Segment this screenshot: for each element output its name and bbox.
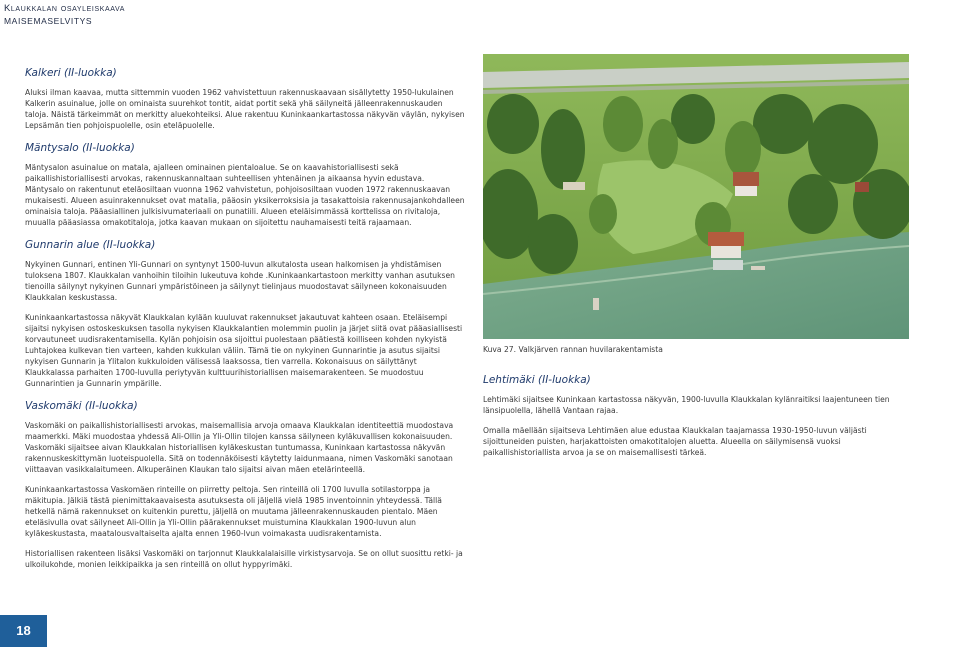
page-number-badge: 18 [0, 615, 47, 647]
header-title: Klaukkalan osayleiskaava [4, 3, 126, 14]
document-header [4, 2, 125, 28]
aerial-photo-illustration [483, 54, 909, 339]
header-subtitle: MAISEMASELVITYS [4, 16, 93, 26]
section-paragraph: Vaskomäki on paikallishistoriallisesti arvokas, maisemallisia arvoja omaava Klaukkalan identiteettiä muodostava maamerkki. Mäki muodostaa yhdessä Ali-Ollin ja Yli-Ollin tilojen kanssa säilyneen kyläkuvallisen kokonaisuuden. Vaskomäki sijaitsee aivan Klaukkalan historiallisen kyläkeskustan tuntumassa, Kuninkaan kartastossa näkyvän rakennuskeskittymän luoteispuolella. Sitä on todennäköisesti käytetty laidunmaana, nimen Vaskomäki sanotaan viittaavan vasikkalaitumeen. Alkuperäinen Klaukan talo sijaitsi aivan mäen etelärinteellä. [25, 421, 454, 474]
section-paragraph: Aluksi ilman kaavaa, mutta sittemmin vuoden 1962 vahvistettuun rakennuskaavaan sisällytetty 1950-lukulainen Kalkerin asuinalue, jolle on ominaista suurehkot tontit, aidat portit sekä yhä säilyneitä jälleenrakennuskauden taloja. Näistä tärkeimmät on merkitty aluekohteiksi. Alue rakentuu Kuninkaankartastossa näkyvän väylän, nykyisen Lepsämän tien pohjoispuolelle, osin eteläpuolelle. [25, 88, 465, 130]
section-kalkeri [25, 66, 465, 131]
section-paragraph: Kuninkaankartastossa näkyvät Klaukkalan kylään kuuluvat rakennukset jakautuvat kahteen osaan. Eteläisempi sijaitsi nykyisen ostoskeskuksen tasolla nykyisen Klaukkalantien molemmin puolin ja järjet siitä ovat pääasiallisesti korvautuneet uudisrakentamisella. Kylän pohjoisin osa sijoittui puolestaan päätiestä koilliseen kohden nykyistä Luhtajokea kulkevan tien varteen, kahden kukkulan väliin. Tämä tie on nykyinen Gunnarintie ja asutus sijaitsi nykyisen Gunnarin ja Ylitalon kukkuloiden välisessä laaksossa, tien varrella. Kokonaisuus on säilyttänyt Klaukkalassa parhaiten 1700-luvulla periytyvän kulttuurihistoriallisen maisemarakenteen. Se muodostuu Gunnarintien ja Gunnarin ympärille. [25, 313, 463, 388]
section-vaskomaki [25, 399, 465, 570]
left-column [25, 66, 465, 580]
section-lehtimaki [483, 373, 913, 458]
section-title: Vaskomäki (II-luokka) [25, 400, 138, 412]
section-title: Lehtimäki (II-luokka) [483, 374, 591, 386]
section-title: Mäntysalo (II-luokka) [25, 142, 135, 154]
section-paragraph: Historiallisen rakenteen lisäksi Vaskomäki on tarjonnut Klaukkalalaisille virkistysarvoja. Se on ollut suosittu retki- ja ulkoilukohde, monien leikkipaikka ja sen rinteillä on ollut hyppyrimäki. [25, 549, 463, 569]
section-title: Gunnarin alue (II-luokka) [25, 239, 156, 251]
right-column [483, 344, 913, 468]
photo-caption: Kuva 27. Valkjärven rannan huvilarakentamista [483, 345, 663, 354]
section-paragraph: Lehtimäki sijaitsee Kuninkaan kartastossa näkyvän, 1900-luvulla Klaukkalan kylänraitiksi laajentuneen tien länsipuolella, lähellä Vantaan rajaa. [483, 395, 890, 415]
section-gunnari [25, 238, 465, 389]
section-title: Kalkeri (II-luokka) [25, 67, 117, 79]
section-paragraph: Kuninkaankartastossa Vaskomäen rinteille on piirretty peltoja. Sen rinteillä oli 1700 luvulla sotilastorppa ja mäkitupia. Jälkiä tästä pienimittakaavaisesta asutuksesta oli jäljellä vielä 1985 inventoinnin yhteydessä. Tällä hetkellä nämä rakennukset on kuitenkin purettu, jäljellä on muutama jälleenrakennuskauden pientalo. Mäen eteläsivulla ovat säilyneet Ali-Ollin ja Yli-Ollin päärakennukset muistumina Klaukkalan 1900-luvun alun kyläkeskustasta, maatalousvaltaiselta ajalta ennen 1960-lvun voimakasta uudisrakentamista. [25, 485, 442, 538]
aerial-photo [483, 54, 909, 339]
footer [0, 615, 960, 647]
section-paragraph: Nykyinen Gunnari, entinen Yli-Gunnari on syntynyt 1500-luvun alkutalosta usean halkomisen ja yhdistämisen tuloksena 1807. Klaukkalan vanhoihin tiloihin lukeutuva kohde .Kuninkaankartastoon merkitty vanhan asutuksen tienoilla säilynyt nykyinen Gunnari ympäristöineen ja säilynyt tielinjaus muodostavat säilyneen kokonaisuuden Klaukkalan keskustassa. [25, 260, 455, 302]
section-paragraph: Omalla mäellään sijaitseva Lehtimäen alue edustaa Klaukkalan taajamassa 1930-1950-luvun väljästi sijoittuneiden puisten, harjakattoisten omakotitalojen aluetta. Alueella on säilymisensä vuoksi paikallishistoriallista arvoa ja se on maisemallisesti tärkeä. [483, 426, 867, 457]
section-mantysalo [25, 141, 465, 228]
section-paragraph: Mäntysalon asuinalue on matala, ajalleen ominainen pientaloalue. Se on kaavahistoriallisesti sekä paikallishistoriallisesti arvokas, rakennuskannaltaan suhteellisen yhtenäinen ja aikaansa hyvin edustava. Mäntysalo on rakentunut eteläosiltaan vuonna 1962 vahvistetun, pohjoisosiltaan vuoden 1972 rakennuskaavan mukaisesti. Alueen asuinrakennukset ovat matalia, pääosin yksikerroksisia ja tasakattoisia rakennusajankohdalleen ominaisia taloja. Pääasiallinen julkisivumateriaali on punatiili. Alueen eteläisimmässä korttelissa on rivitaloja, muualla pääasiassa omakotitaloja, jotka kaavan mukaan on sijoitettu nauhamaisesti teitä rajaamaan. [25, 163, 465, 227]
